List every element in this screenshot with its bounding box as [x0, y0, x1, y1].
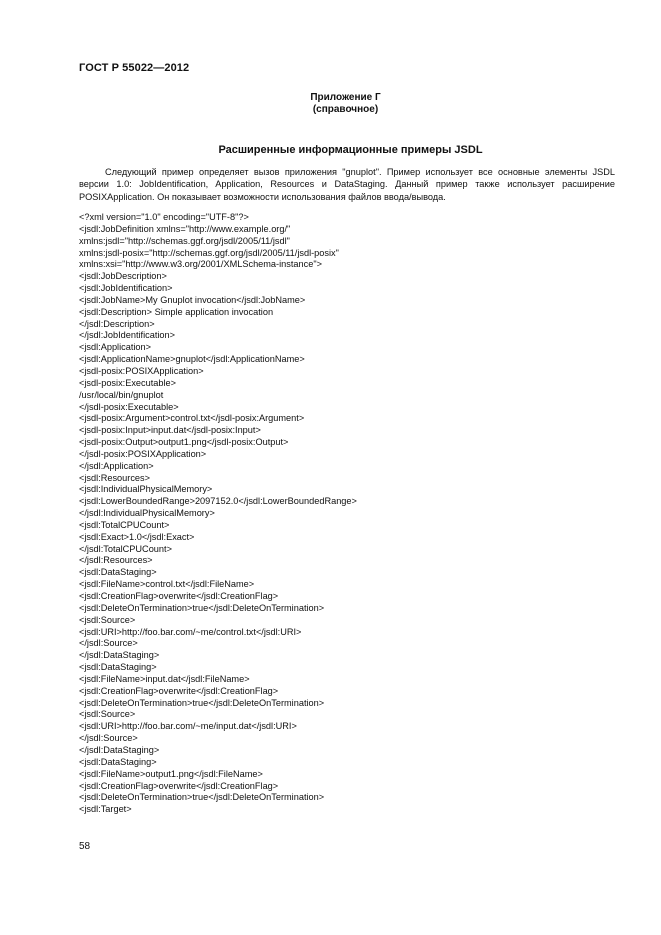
code-line: xmlns:jsdl-posix="http://schemas.ggf.org/jsdl/2005/11/jsdl-posix" [79, 247, 339, 258]
code-line: </jsdl:IndividualPhysicalMemory> [79, 508, 215, 519]
code-line: <jsdl-posix:Argument>control.txt</jsdl-posix:Argument> [79, 413, 305, 424]
code-line: <?xml version="1.0" encoding="UTF-8"?> [79, 212, 249, 222]
code-line: <jsdl:Description> Simple application invocation [79, 306, 274, 317]
code-line: </jsdl-posix:POSIXApplication> [79, 448, 207, 459]
code-line: <jsdl:Target> [79, 804, 132, 815]
code-line: /usr/local/bin/gnuplot [79, 389, 164, 400]
code-line: </jsdl-posix:Executable> [79, 401, 179, 412]
intro-paragraph: Следующий пример определяет вызов приложения "gnuplot". Пример использует все основные элементы JSDL версии 1.0: JobIdentification, Application, Resources и DataStaging. Данный пример также использует расширение POSIXApplication. Он показывает возможности использования файлов ввода/вывода. [79, 167, 615, 202]
code-line: <jsdl:DataStaging> [79, 662, 157, 673]
code-line: <jsdl:DataStaging> [79, 567, 157, 578]
code-line: <jsdl:Application> [79, 342, 152, 353]
code-line: <jsdl:TotalCPUCount> [79, 519, 170, 530]
code-line: <jsdl:FileName>output1.png</jsdl:FileName> [79, 768, 263, 779]
code-line: <jsdl:LowerBoundedRange>2097152.0</jsdl:LowerBoundedRange> [79, 496, 357, 507]
code-line: </jsdl:DataStaging> [79, 650, 160, 661]
code-line: </jsdl:Source> [79, 638, 138, 649]
code-line: <jsdl-posix:Input>input.dat</jsdl-posix:Input> [79, 425, 261, 436]
code-line: <jsdl:Resources> [79, 472, 150, 483]
code-line: <jsdl:JobDefinition xmlns="http://www.example.org/" [79, 223, 291, 234]
code-line: </jsdl:Description> [79, 318, 155, 329]
code-line: <jsdl:CreationFlag>overwrite</jsdl:CreationFlag> [79, 780, 279, 791]
code-line: <jsdl:JobIdentification> [79, 283, 173, 294]
annex-subtitle: (справочное) [312, 104, 379, 115]
standard-code: ГОСТ Р 55022—2012 [79, 62, 190, 74]
code-line: xmlns:jsdl="http://schemas.ggf.org/jsdl/2005/11/jsdl" [79, 235, 290, 246]
code-line: </jsdl:Application> [79, 460, 154, 471]
code-line: <jsdl:FileName>input.dat</jsdl:FileName> [79, 673, 250, 684]
code-line: xmlns:xsi="http://www.w3.org/2001/XMLSchema-instance"> [79, 259, 322, 270]
code-line: <jsdl:ApplicationName>gnuplot</jsdl:ApplicationName> [79, 354, 305, 365]
code-line: <jsdl-posix:POSIXApplication> [79, 365, 204, 376]
code-line: <jsdl:CreationFlag>overwrite</jsdl:CreationFlag> [79, 591, 279, 601]
code-line: <jsdl-posix:Executable> [79, 377, 177, 388]
code-line: <jsdl:URI>http://foo.bar.com/~me/input.dat</jsdl:URI> [79, 721, 297, 732]
annex-title: Приложение Г [310, 92, 381, 103]
code-line: <jsdl:DeleteOnTermination>true</jsdl:DeleteOnTermination> [79, 792, 325, 803]
section-title: Расширенные информационные примеры JSDL [218, 144, 483, 156]
code-line: <jsdl:JobDescription> [79, 271, 167, 282]
code-line: <jsdl-posix:Output>output1.png</jsdl-posix:Output> [79, 437, 289, 448]
code-line: <jsdl:IndividualPhysicalMemory> [79, 484, 213, 495]
code-line: <jsdl:FileName>control.txt</jsdl:FileName> [79, 579, 255, 590]
code-line: </jsdl:JobIdentification> [79, 330, 176, 341]
code-line: <jsdl:CreationFlag>overwrite</jsdl:CreationFlag> [79, 685, 279, 696]
page-number: 58 [79, 841, 91, 852]
code-line: <jsdl:Source> [79, 709, 136, 720]
code-line: </jsdl:TotalCPUCount> [79, 543, 172, 554]
code-line: <jsdl:DeleteOnTermination>true</jsdl:DeleteOnTermination> [79, 697, 325, 708]
code-line: </jsdl:DataStaging> [79, 744, 160, 755]
code-line: <jsdl:JobName>My Gnuplot invocation</jsdl:JobName> [79, 294, 306, 305]
code-line: <jsdl:Source> [79, 614, 136, 625]
code-line: <jsdl:DataStaging> [79, 756, 157, 767]
code-line: <jsdl:URI>http://foo.bar.com/~me/control.txt</jsdl:URI> [79, 626, 302, 637]
code-line: </jsdl:Resources> [79, 555, 153, 566]
code-line: <jsdl:Exact>1.0</jsdl:Exact> [79, 531, 195, 542]
code-line: <jsdl:DeleteOnTermination>true</jsdl:DeleteOnTermination> [79, 602, 325, 613]
xml-code-listing [79, 212, 619, 816]
code-line: </jsdl:Source> [79, 733, 138, 744]
